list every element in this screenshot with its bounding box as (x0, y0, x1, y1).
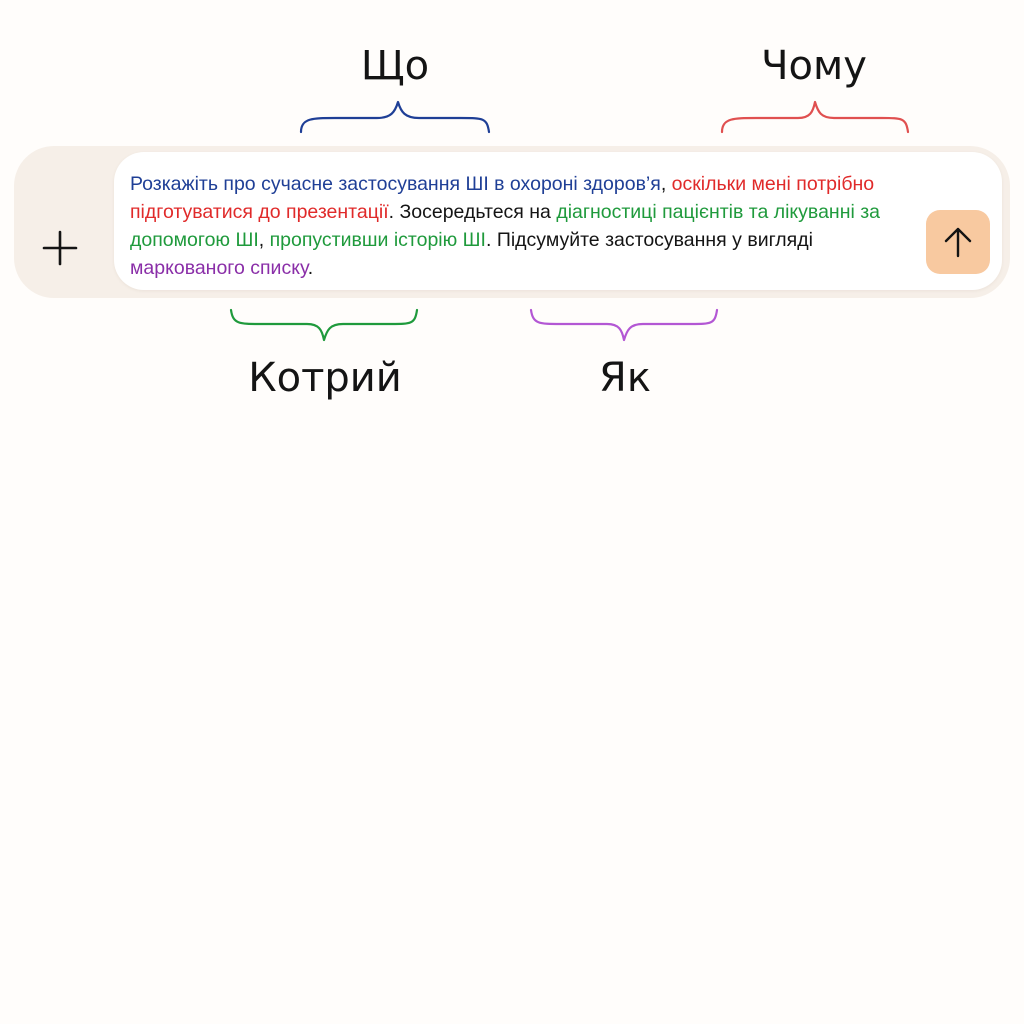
prompt-segment-why: оскільки мені потрібно підготуватися до презентації (130, 173, 875, 223)
brace-why (716, 96, 916, 136)
add-attachment-button[interactable] (36, 226, 84, 270)
annotation-label-what: Що (360, 43, 430, 89)
prompt-segment-period: . (307, 257, 314, 279)
send-button[interactable] (926, 210, 990, 274)
arrow-up-icon (940, 224, 976, 260)
prompt-segment-summary-intro: . Підсумуйте застосування у вигляді (485, 229, 813, 251)
annotation-label-why: Чому (761, 43, 867, 89)
prompt-text (130, 170, 920, 282)
plus-icon (40, 228, 80, 268)
prompt-segment-what: Розкажіть про сучасне застосування ШІ в охороні здоров’я (130, 173, 661, 195)
brace-how (525, 306, 725, 346)
prompt-segment-skip: пропустивши історію ШІ (269, 229, 486, 251)
prompt-segment-comma: , (660, 173, 672, 195)
prompt-segment-how: маркованого списку (130, 257, 308, 279)
prompt-segment-which: діагностиці пацієнтів та лікуванні за допомогою ШІ (130, 201, 880, 251)
brace-which (225, 306, 425, 346)
brace-what (295, 96, 495, 136)
prompt-segment-comma: , (258, 229, 270, 251)
annotation-label-which: Котрий (248, 355, 402, 401)
prompt-segment-focus-intro: . Зосередьтеся на (388, 201, 557, 223)
annotation-label-how: Як (599, 355, 651, 401)
